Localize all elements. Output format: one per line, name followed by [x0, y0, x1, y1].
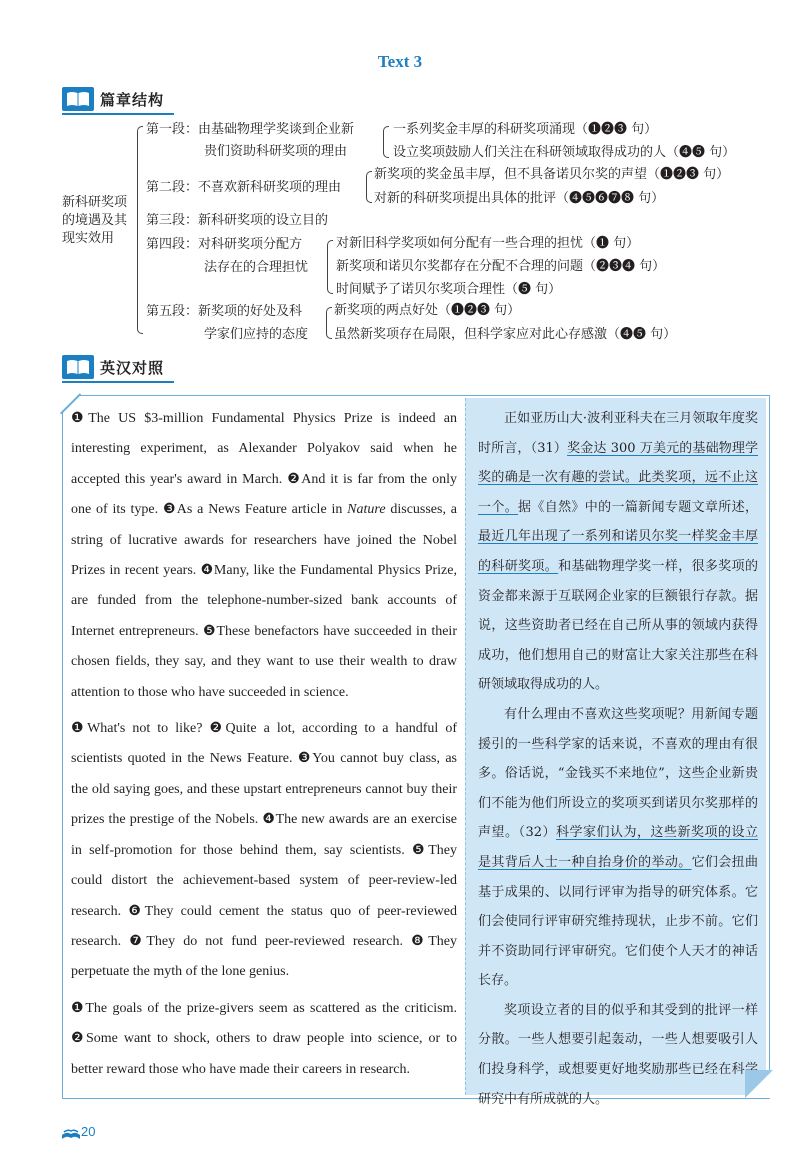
outline-p5-head2: 学家们应持的态度 [204, 327, 309, 342]
page-book-icon [62, 1127, 80, 1139]
section-label: 英汉对照 [100, 359, 165, 377]
chinese-paragraph-2: 有什么理由不喜欢这些奖项呢？用新闻专题援引的一些科学家的话来说，不喜欢的理由有很多。俗话说，“金钱买不来地位”，这些企业新贵们不能为他们所设立的奖项买到诺贝尔奖那样的声望。（32）科学家们认为，这些新奖项的设立是其背后人士一种自抬身价的举动。它们会扭曲基于成果的、以同行评审为指导的研究体系。它们会使同行评审研究维持现状，止步不前。它们并不资助同行评审研究。它们使个人天才的神话长存。 [478, 706, 758, 989]
outline-p1-item1: 一系列奖金丰厚的科研奖项涌现（❶❷❸ 句） [393, 122, 658, 137]
outline-root-line1: 新科研奖项 [62, 195, 128, 210]
outline-p1-brace [383, 126, 389, 158]
outline-p1-item2: 设立奖项鼓励人们关注在科研领域取得成功的人（❹❺ 句） [393, 145, 736, 160]
chinese-text [478, 404, 758, 1114]
outline-p4-item3: 时间赋予了诺贝尔奖项合理性（❺ 句） [336, 282, 562, 297]
text-title: Text 3 [377, 52, 423, 71]
outline-p4-item2: 新奖项和诺贝尔奖都存在分配不合理的问题（❷❸❹ 句） [336, 259, 666, 274]
outline-root-line2: 的境遇及其 [62, 213, 128, 228]
outline-p4-brace [327, 240, 333, 294]
underlined-answer-31: 奖金达 300 万美元的基础物理学奖的确是一次有趣的尝试。此类奖项，远不止这一个。 [478, 440, 759, 515]
outline-p1-head2: 贵们资助科研奖项的理由 [204, 144, 348, 159]
outline-p5-item2: 虽然新奖项存在局限，但科学家应对此心存感激（❹❺ 句） [334, 327, 677, 342]
english-paragraph-1: ❶The US $3-million Fundamental Physics Prize is indeed an interesting experiment, as Alexander Polyakov said when he accepted this year's award in March. ❷And it is far from the only one of its type. ❸As a News Feature article in Nature discusses, a string of lucrative awards for researchers have joined the Nobel Prizes in recent years. ❹Many, like the Fundamental Physics Prize, are funded from the telephone-number-sized bank accounts of Internet entrepreneurs. ❺These benefactors have succeeded in their chosen fields, they say, and they want to use their wealth to draw attention to those who have succeeded in science. [71, 411, 457, 700]
outline-p5-head1: 第五段：新奖项的好处及科 [146, 304, 303, 319]
section-label: 篇章结构 [100, 91, 165, 109]
english-paragraph-2: ❶What's not to like? ❷Quite a lot, according to a handful of scientists quoted in the News Feature. ❸You cannot buy class, as the old saying goes, and these upstart entrepreneurs cannot buy their prizes the prestige of the Nobels. ❹The new awards are an exercise in self-promotion for those behind them, say scientists. ❺They could distort the achievement-based system of peer-review-led research. ❻They could cement the status quo of peer-reviewed research. ❼They do not fund peer-reviewed research. ❽They perpetuate the myth of the lone genius. [71, 721, 457, 980]
outline-p5-item1: 新奖项的两点好处（❶❷❸ 句） [334, 303, 521, 318]
underlined-sentence: 最近几年出现了一系列和诺贝尔奖一样奖金丰厚的科研奖项。 [478, 529, 758, 574]
outline-root-line3: 现实效用 [62, 231, 115, 246]
english-text [71, 404, 457, 1091]
page-curl-shade [745, 1070, 773, 1098]
outline-p2-item1: 新奖项的奖金虽丰厚，但不具备诺贝尔奖的声望（❶❷❸ 句） [374, 167, 730, 182]
outline-p5-brace [326, 307, 332, 339]
outline-p2-head: 第二段：不喜欢新科研奖项的理由 [146, 180, 342, 195]
outline-root-brace [137, 126, 143, 334]
structure-outline [0, 0, 800, 360]
outline-p4-head1: 第四段：对科研奖项分配方 [146, 237, 303, 252]
page-number: 20 [81, 1124, 96, 1139]
outline-p2-item2: 对新的科研奖项提出具体的批评（❹❺❻❼❽ 句） [374, 191, 665, 206]
book-icon [62, 355, 94, 379]
chinese-paragraph-1: 正如亚历山大·波利亚科夫在三月领取年度奖时所言，（31）奖金达 300 万美元的基础物理学奖的确是一次有趣的尝试。此类奖项，远不止这一个。据《自然》中的一篇新闻专题文章所述，最近几年出现了一系列和诺贝尔奖一样奖金丰厚的科研奖项。和基础物理学奖一样，很多奖项的资金都来源于互联网企业家的巨额银行存款。据说，这些资助者已经在自己所从事的领域内获得成功，他们想用自己的财富让大家关注那些在科研领域取得成功的人。 [478, 411, 759, 693]
outline-p3-head: 第三段：新科研奖项的设立目的 [146, 213, 329, 228]
outline-p2-brace [366, 171, 372, 203]
section-rule [62, 381, 174, 383]
english-paragraph-3: ❶The goals of the prize-givers seem as scattered as the criticism. ❷Some want to shock, others to draw people into science, or to better reward those who have made their careers in research. [71, 1000, 457, 1077]
outline-p1-head1: 第一段：由基础物理学奖谈到企业新 [146, 122, 355, 137]
chinese-paragraph-3: 奖项设立者的目的似乎和其受到的批评一样分散。一些人想要引起轰动，一些人想要吸引人们投身科学，或想要更好地奖励那些已经在科学研究中有所成就的人。 [478, 1002, 758, 1107]
outline-p4-head2: 法存在的合理担忧 [204, 260, 309, 275]
underlined-answer-32: 科学家们认为，这些新奖项的设立是其背后人士一种自抬身价的举动。 [478, 825, 758, 870]
outline-p4-item1: 对新旧科学奖项如何分配有一些合理的担忧（❶ 句） [336, 236, 640, 251]
